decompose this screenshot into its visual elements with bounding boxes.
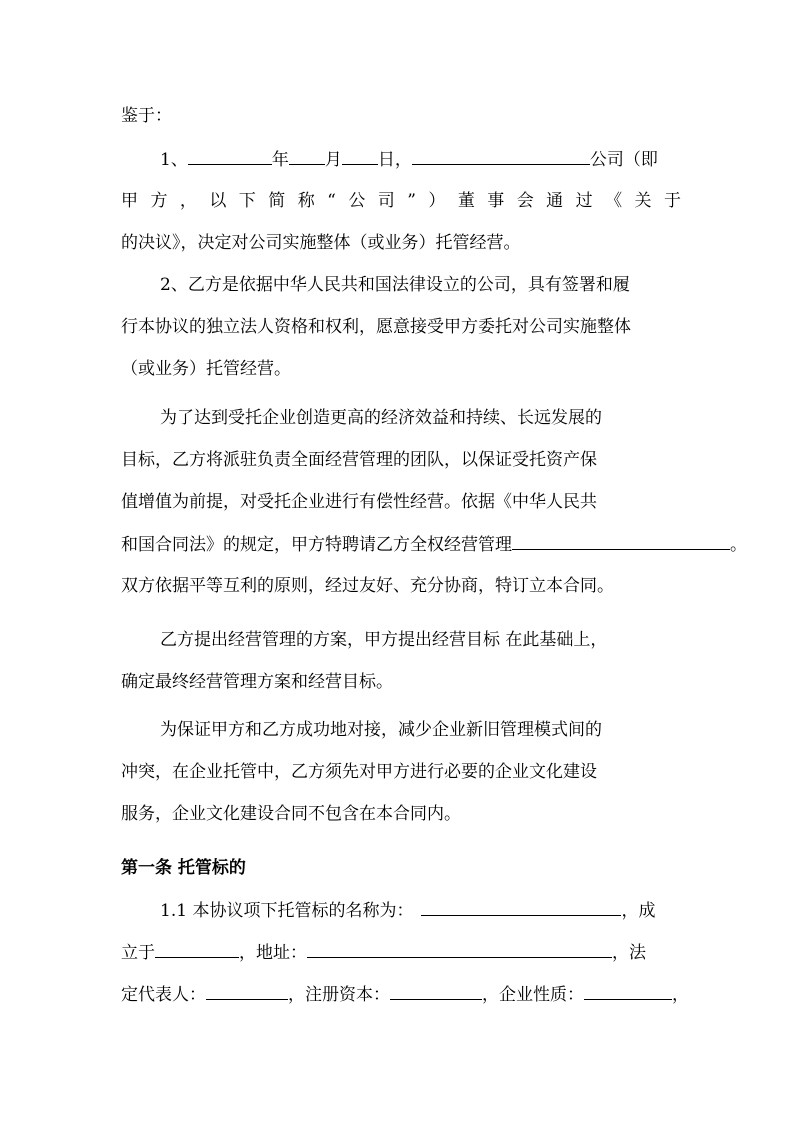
blank-field bbox=[512, 532, 730, 550]
text-line: 冲突，在企业托管中，乙方须先对甲方进行必要的企业文化建设 bbox=[121, 762, 597, 782]
text-segment: 和国合同法》的规定，甲方特聘请乙方全权经营管理 bbox=[121, 535, 512, 555]
text-segment: ，法 bbox=[612, 943, 646, 963]
text-segment: 立于 bbox=[121, 943, 155, 963]
text-segment: ，企业性质： bbox=[482, 985, 584, 1005]
text-line: 服务，企业文化建设合同不包含在本合同内。 bbox=[121, 804, 461, 824]
blank-field bbox=[412, 147, 590, 165]
text-line: 甲方，以下简称“公司”）董事会通过《关于 bbox=[121, 191, 681, 211]
text-line: 乙方提出经营管理的方案，甲方提出经营目标 在此基础上， bbox=[160, 630, 608, 650]
text-segment: ，成 bbox=[621, 901, 656, 921]
date-month-label: 月 bbox=[324, 150, 342, 170]
text-line: （或业务）托管经营。 bbox=[121, 359, 291, 379]
text-line bbox=[121, 982, 689, 1006]
text-line: 确定最终经营管理方案和经营目标。 bbox=[121, 672, 393, 692]
blank-field bbox=[584, 982, 672, 1000]
text-line bbox=[160, 898, 655, 922]
text-segment: 。 bbox=[730, 535, 747, 555]
text-line: 值增值为前提，对受托企业进行有偿性经营。依据《中华人民共 bbox=[121, 492, 597, 512]
blank-field bbox=[188, 147, 272, 165]
text-segment: 定代表人： bbox=[121, 985, 206, 1005]
date-day-label: 日， bbox=[377, 150, 412, 170]
blank-field bbox=[421, 898, 621, 916]
date-year-label: 年 bbox=[271, 150, 289, 170]
blank-field bbox=[289, 147, 325, 165]
text-line: 行本协议的独立法人资格和权利，愿意接受甲方委托对公司实施整体 bbox=[121, 317, 631, 337]
blank-field bbox=[307, 940, 612, 958]
text-line: 的决议》，决定对公司实施整体（或业务）托管经营。 bbox=[121, 233, 521, 253]
text-line bbox=[121, 532, 747, 556]
blank-field bbox=[206, 982, 288, 1000]
blank-field bbox=[342, 147, 378, 165]
text-line: 目标，乙方将派驻负责全面经营管理的团队，以保证受托资产保 bbox=[121, 450, 597, 470]
text-line bbox=[121, 940, 646, 964]
section-heading: 第一条 托管标的 bbox=[121, 858, 246, 878]
text-segment: 公司（即 bbox=[589, 150, 658, 170]
text-segment: ， bbox=[672, 985, 689, 1005]
blank-field bbox=[155, 940, 239, 958]
list-number: 1、 bbox=[160, 150, 188, 170]
text-line: 鉴于： bbox=[121, 106, 172, 126]
text-line bbox=[160, 147, 658, 171]
text-segment: ，地址： bbox=[239, 943, 307, 963]
text-segment: ，注册资本： bbox=[288, 985, 390, 1005]
text-segment: 1.1 本协议项下托管标的名称为： bbox=[160, 901, 414, 921]
text-line: 双方依据平等互利的原则，经过友好、充分协商，特订立本合同。 bbox=[121, 576, 614, 596]
text-line: 为保证甲方和乙方成功地对接，减少企业新旧管理模式间的 bbox=[160, 720, 602, 740]
blank-field bbox=[390, 982, 482, 1000]
text-line: 为了达到受托企业创造更高的经济效益和持续、长远发展的 bbox=[160, 408, 602, 428]
text-line: 2、乙方是依据中华人民共和国法律设立的公司，具有签署和履 bbox=[160, 275, 630, 295]
